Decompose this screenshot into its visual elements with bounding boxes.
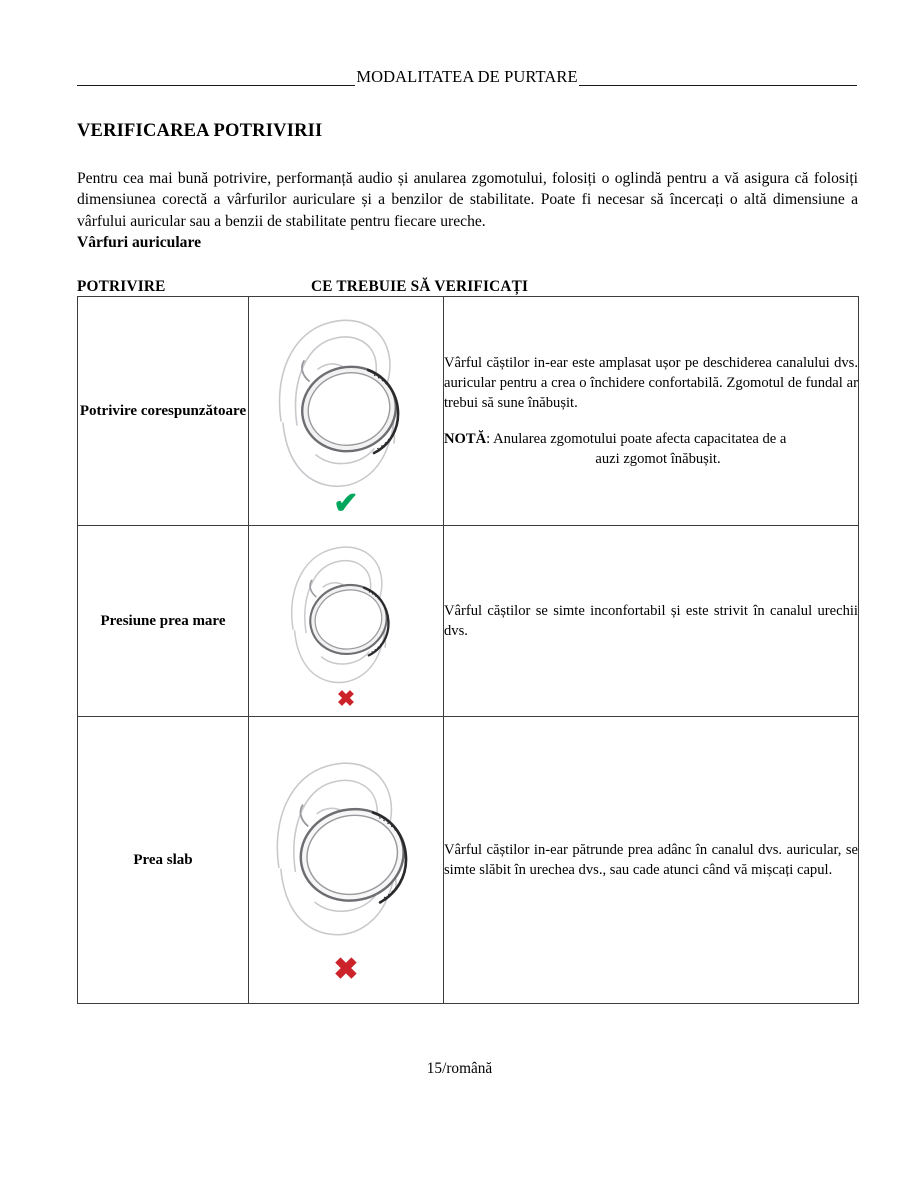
page-footer: 15/română	[426, 1060, 493, 1077]
fit-label-text: Potrivire corespunzătoare	[79, 403, 247, 419]
header-rule-left	[77, 70, 355, 86]
section-subheading: Vârfuri auriculare	[77, 234, 202, 251]
column-caption-what-to-check: CE TREBUIE SĂ VERIFICAȚI	[311, 278, 529, 295]
note-separator: :	[486, 431, 494, 447]
page-title: VERIFICAREA POTRIVIRII	[77, 121, 323, 142]
description-cell-2	[444, 717, 859, 1004]
fit-label-text: Prea slab	[133, 852, 193, 868]
earbud-shape	[294, 358, 403, 460]
status-mark-check: ✔	[333, 487, 359, 520]
note-text-first-line: Anularea zgomotului poate afecta capacitatea de a	[493, 431, 787, 447]
description-text: Vârful căștilor se simte inconfortabil și este strivit în canalul urechii dvs.	[444, 603, 858, 639]
earbud-shape	[304, 577, 393, 660]
column-caption-fit: POTRIVIRE	[77, 278, 166, 295]
description-cell-1	[444, 526, 859, 717]
figure-cell-0	[249, 297, 444, 526]
fit-label-text: Presiune prea mare	[100, 613, 226, 629]
running-header-title: MODALITATEA DE PURTARE	[356, 67, 578, 86]
table-row	[78, 526, 859, 717]
figure-wrap-1	[249, 533, 443, 710]
table-row	[78, 717, 859, 1004]
fit-label-cell-1	[78, 526, 249, 717]
figure-cell-2	[249, 717, 444, 1004]
note-block	[444, 429, 858, 469]
header-rule-right	[579, 70, 857, 86]
fit-label-cell-2	[78, 717, 249, 1004]
table-row	[78, 297, 859, 526]
ear-with-earbud-illustration	[266, 533, 426, 688]
description-text: Vârful căștilor in-ear pătrunde prea adânc în canalul dvs. auricular, se simte slăbit în urechea dvs., sau cade atunci când vă mișcați capul.	[444, 842, 858, 878]
note-text-second-line: auzi zgomot înăbușit.	[595, 451, 721, 467]
fit-label-cell-0	[78, 297, 249, 526]
figure-wrap-0	[249, 303, 443, 519]
ear-with-earbud-illustration	[253, 736, 439, 951]
figure-cell-1	[249, 526, 444, 717]
figure-wrap-2	[249, 736, 443, 985]
fit-check-table	[77, 296, 859, 1004]
running-header	[77, 60, 857, 86]
status-mark-x: ✖	[336, 685, 356, 711]
description-cell-0	[444, 297, 859, 526]
note-label: NOTĂ	[444, 431, 487, 447]
intro-paragraph: Pentru cea mai bună potrivire, performanță audio și anularea zgomotului, folosiți o oglindă pentru a vă asigura că folosiți dimensiunea corectă a vârfurilor auriculare și a benzilor de stabilitate. Poate fi necesar să încercați o altă dimensiune a vârfului auricular sau a benzii de stabilitate pentru fiecare ureche.	[77, 169, 858, 230]
earbud-shape	[292, 799, 412, 909]
description-text: Vârful căștilor in-ear este amplasat ușor pe deschiderea canalului dvs. auricular pentru a crea o închidere confortabilă. Zgomotul de fundal ar trebui să sune înăbușit.	[444, 355, 858, 411]
ear-with-earbud-illustration	[256, 303, 436, 493]
status-mark-x: ✖	[333, 952, 359, 986]
